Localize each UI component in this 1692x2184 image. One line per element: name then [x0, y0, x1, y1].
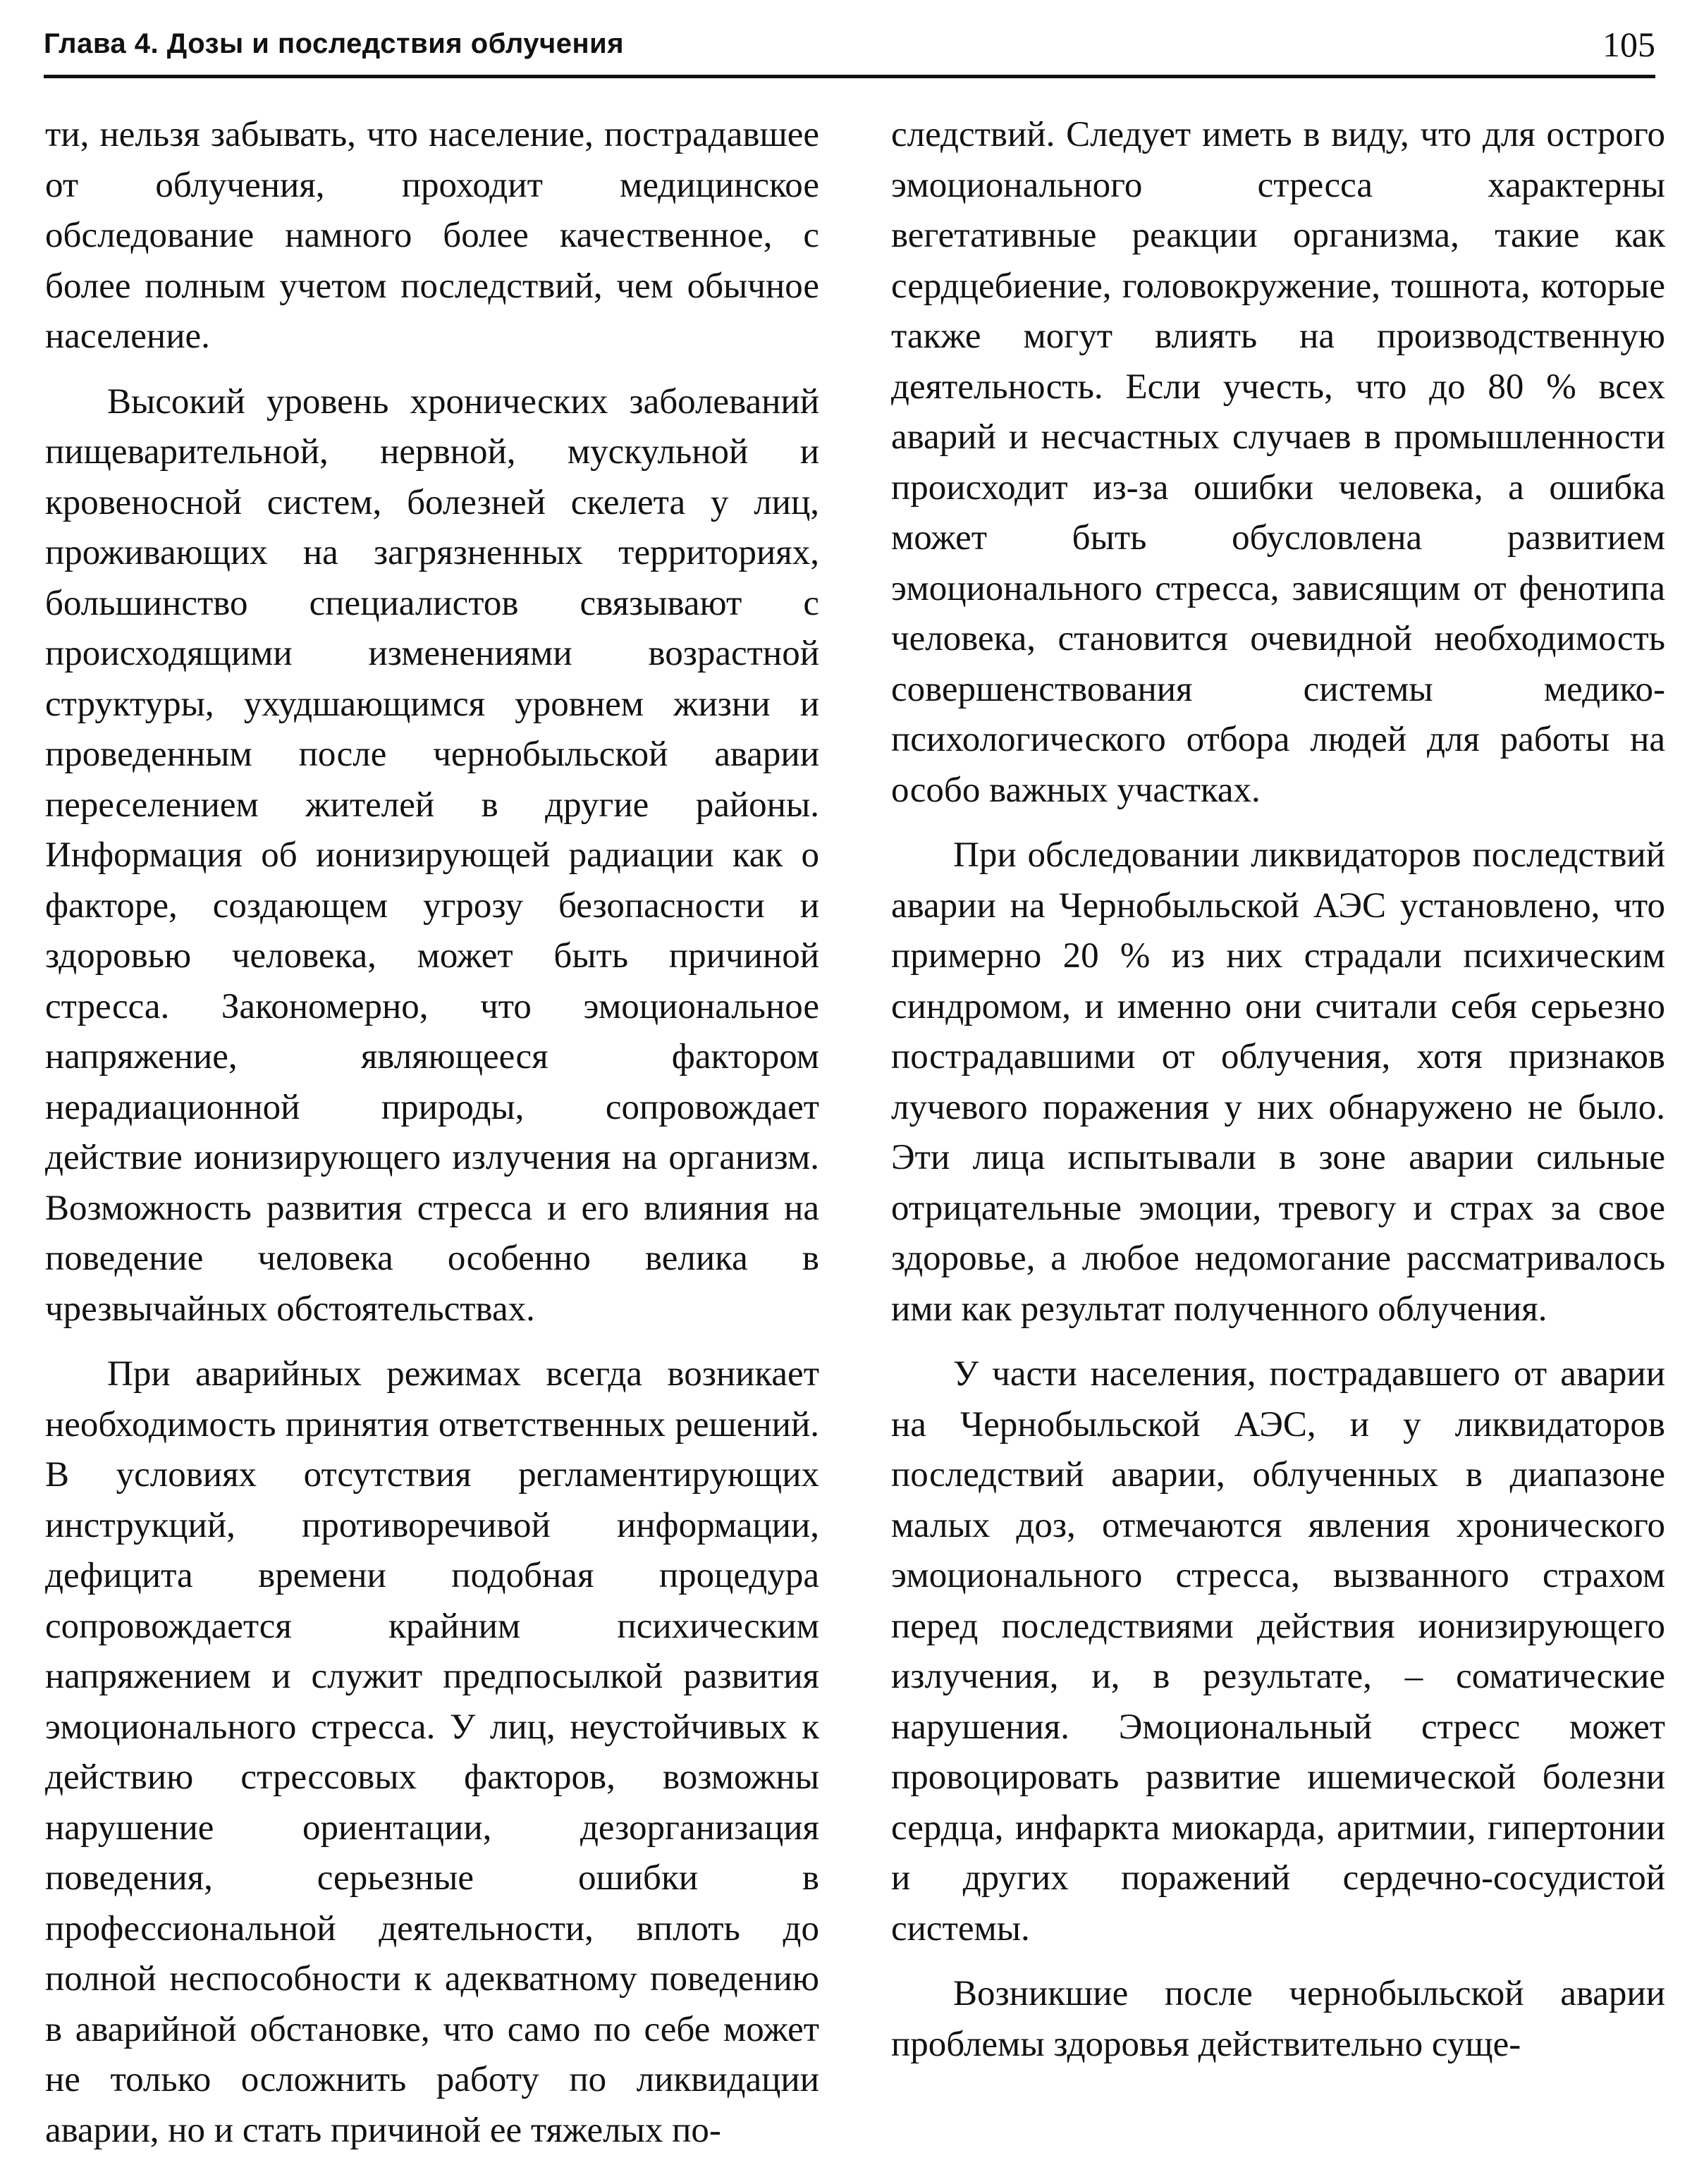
- paragraph: У части населения, пострадавшего от аварии на Чернобыльской АЭС, и у ликвидаторов последствий аварии, облученных в диапазоне малых доз, отмечаются явления хронического эмоционального стресса, вызванного страхом перед последствиями действия ионизирующего излучения, и, в результате, – соматические нарушения. Эмоциональный стресс может провоцировать развитие ишемической болезни сердца, инфаркта миокарда, аритмии, гипертонии и других поражений сердечно-сосудистой системы.: [891, 1354, 1665, 1949]
- paragraph: При обследовании ликвидаторов последствий аварии на Чернобыльской АЭС установлено, что примерно 20 % из них страдали психическим синдромом, и именно они считали себя серьезно пострадавшими от облучения, хотя признаков лучевого поражения у них обнаружено не было. Эти лица испытывали в зоне аварии сильные отрицательные эмоции, тревогу и страх за свое здоровье, а любое недомогание рассматривалось ими как результат полученного облучения.: [891, 835, 1665, 1329]
- paragraph-continued: следствий. Следует иметь в виду, что для острого эмоционального стресса характерны вегетативные реакции организма, такие как сердцебиение, головокружение, тошнота, которые также могут влиять на производственную деятельность. Если учесть, что до 80 % всех аварий и несчастных случаев в промышленности происходит из-за ошибки человека, а ошибка может быть обусловлена развитием эмоционального стресса, зависящим от фенотипа человека, становится очевидной необходимость совершенствования системы медико-психологического отбора людей для работы на особо важных участках.: [891, 115, 1665, 810]
- left-column: [45, 110, 819, 2156]
- running-header: [44, 24, 1655, 70]
- chapter-title: Глава 4. Дозы и последствия облучения: [44, 28, 625, 59]
- paragraph: Возникшие после чернобыльской аварии проблемы здоровья действительно суще-: [891, 1974, 1665, 2064]
- header-rule: [44, 75, 1655, 78]
- paragraph: При аварийных режимах всегда возникает необходимость принятия ответственных решений. В условиях отсутствия регламентирующих инструкций, противоречивой информации, дефицита времени подобная процедура сопровождается крайним психическим напряжением и служит предпосылкой развития эмоционального стресса. У лиц, неустойчивых к действию стрессовых факторов, возможны нарушение ориентации, дезорганизация поведения, серьезные ошибки в профессиональной деятельности, вплоть до полной неспособности к адекватному поведению в аварийной обстановке, что само по себе может не только осложнить работу по ликвидации аварии, но и стать причиной ее тяжелых по-: [45, 1354, 819, 2150]
- paragraph-continued: ти, нельзя забывать, что население, пострадавшее от облучения, проходит медицинское обследование намного более качественное, с более полным учетом последствий, чем обычное население.: [45, 115, 819, 356]
- right-column: [891, 110, 1665, 2070]
- paragraph: Высокий уровень хронических заболеваний пищеварительной, нервной, мускульной и кровеносной систем, болезней скелета у лиц, проживающих на загрязненных территориях, большинство специалистов связывают с происходящими изменениями возрастной структуры, ухудшающимся уровнем жизни и проведенным после чернобыльской аварии переселением жителей в другие районы. Информация об ионизирующей радиации как о факторе, создающем угрозу безопасности и здоровью человека, может быть причиной стресса. Закономерно, что эмоциональное напряжение, являющееся фактором нерадиационной природы, сопровождает действие ионизирующего излучения на организм. Возможность развития стресса и его влияния на поведение человека особенно велика в чрезвычайных обстоятельствах.: [45, 381, 819, 1329]
- page-number: 105: [1602, 25, 1655, 64]
